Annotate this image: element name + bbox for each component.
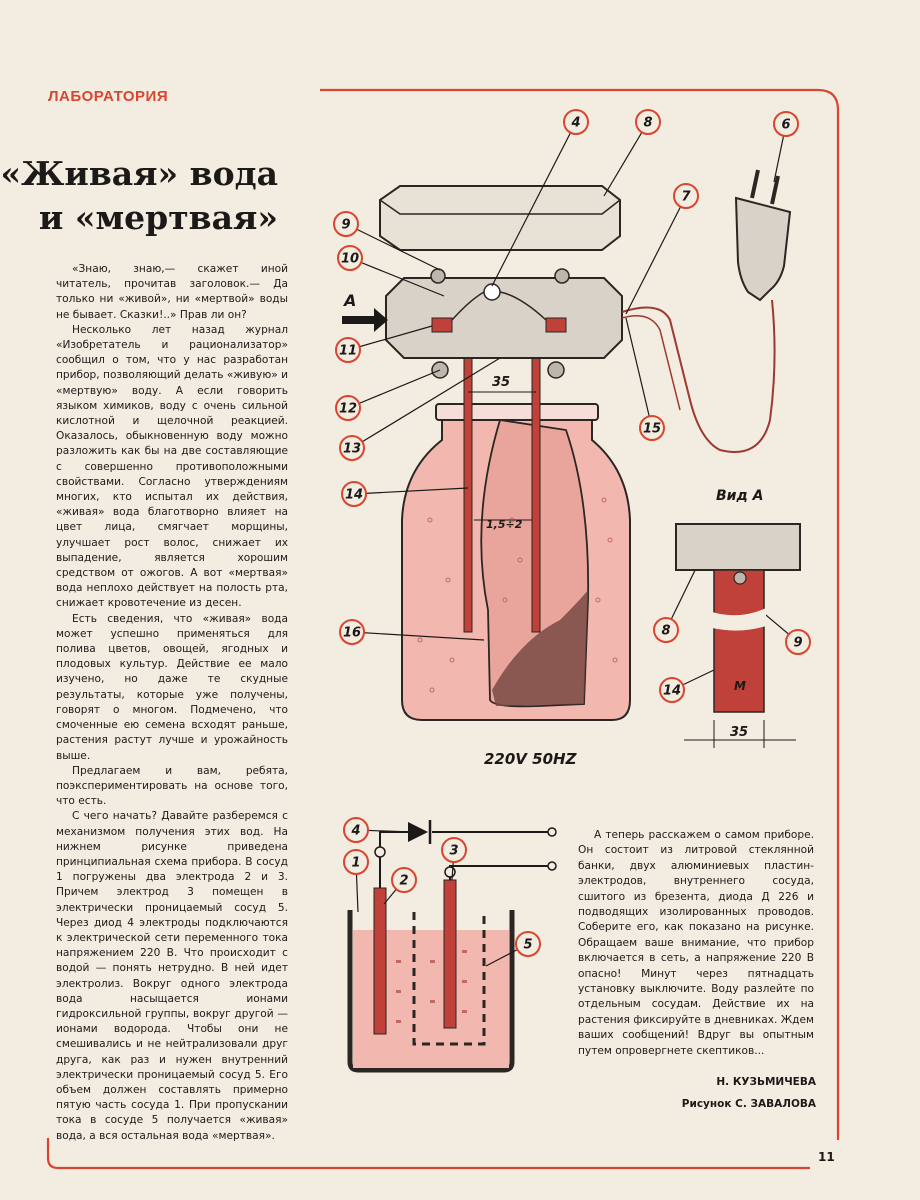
callout-label: 16 [342, 625, 362, 641]
callout-label: 3 [449, 843, 459, 859]
callout-label: 4 [571, 115, 581, 131]
callout-label: 11 [338, 343, 358, 359]
callout-label: 15 [642, 421, 662, 437]
callout-label: 14 [662, 683, 682, 699]
callout-label: 2 [399, 873, 409, 889]
voltage-label: 220V 50HZ [484, 750, 577, 768]
callout-label: 8 [643, 115, 653, 131]
gap-label: 1,5÷2 [486, 518, 523, 531]
callout-label: 7 [681, 189, 691, 205]
paragraph: Есть сведения, что «живая» вода может успешно применяться для полива цветов, овощей, ягодных и плодовых культур. Действие ее мало изучено, но даже те скудные результаты, которые уже получены, говорят о многом. Подмечено, что смоченные ею семена всходят раньше, растения растут лучше и урожайность выше. [56, 612, 288, 762]
author-credit: Н. КУЗЬМИЧЕВА [716, 1076, 816, 1088]
page-number: 11 [818, 1150, 835, 1164]
paragraph: Несколько лет назад журнал «Изобретатель и рационализатор» сообщил о том, что у нас разработан прибор, позволяющий делать «живую» и «мертвую» воду. А если говорить языком химиков, воду с очень сильной кислотной и щелочной реакцией. Оказалось, обыкновенную воду можно разложить как бы на две составляющие с совершенно противоположными свойствами. Согласно утверждениям многих, кто испытал их действия, «живая» вода благотворно влияет на цвет лица, смягчает морщины, улучшает рост волос, снижает их выпадение, является хорошим средством от ожогов. А вот «мертвая» вода неплохо действует на полость рта, снижает кровотечение из десен. [56, 323, 288, 610]
view-a-plate-label: М [734, 679, 746, 693]
arrow-a-label: А [344, 291, 357, 310]
title-line-1: «Живая» вода [0, 154, 278, 193]
callout-label: 8 [661, 623, 671, 639]
callout-label: 13 [342, 441, 362, 457]
callout-label: 1 [351, 855, 361, 871]
callout-label: 5 [523, 937, 533, 953]
paragraph: А теперь расскажем о самом приборе. Он состоит из литровой стеклянной банки, двух алюминиевых пластин-электродов, внутреннего сосуда, сшитого из брезента, диода Д 226 и подводящих изолированных проводов. Соберите его, как показано на рисунке. Обращаем ваше внимание, что прибор включается в сеть, а напряжение 220 В опасно! Минут через пятнадцать установку выключите. Воду разлейте по отдельным сосудам. Действие их на растения фиксируйте в дневниках. Ждем ваших сообщений! Вдруг вы опытным путем опровергнете скептиков... [578, 829, 814, 1057]
illustrator-credit: Рисунок С. ЗАВАЛОВА [681, 1098, 816, 1110]
callout-label: 9 [341, 217, 351, 233]
dim-35-label: 35 [492, 375, 511, 390]
callout-label: 6 [781, 117, 791, 133]
paragraph: Предлагаем и вам, ребята, поэкспериментировать на основе того, что есть. [56, 764, 288, 808]
paragraph: «Знаю, знаю,— скажет иной читатель, прочитав заголовок.— Да только ни «живой», ни «мертвой» воды не бывает. Сказки!..» Прав ли он? [56, 263, 288, 321]
callout-label: 4 [351, 823, 361, 839]
view-a-dim-label: 35 [730, 725, 749, 740]
callout-label: 12 [338, 401, 358, 417]
callout-label: 10 [340, 251, 360, 267]
callout-label: 14 [344, 487, 364, 503]
section-label: ЛАБОРАТОРИЯ [48, 88, 169, 105]
callout-label: 9 [793, 635, 803, 651]
title-line-2: и «мертвая» [38, 198, 278, 237]
view-a-title: Вид А [716, 488, 764, 504]
paragraph: С чего начать? Давайте разберемся с механизмом получения этих вод. На нижнем рисунке приведена принципиальная схема прибора. В сосуд 1 погружены два электрода 2 и 3. Причем электрод 3 помещен в электрически проницаемый сосуд 5. Через диод 4 электроды подключаются к электрической сети переменного тока напряжением 220 В. Что происходит с водой — понять нетрудно. В ней идет электролиз. Вокруг одного электрода вода насыщается ионами гидроксильной группы, вокруг другой — ионами водорода. Чтобы они не смешивались и не нейтрализовали друг друга, как раз и нужен внутренний электрически проницаемый сосуд 5. Его объем должен составлять примерно пятую часть сосуда 1. При пропускании тока в сосуде 5 получается «живая» вода, а вся остальная вода «мертвая». [56, 810, 288, 1142]
